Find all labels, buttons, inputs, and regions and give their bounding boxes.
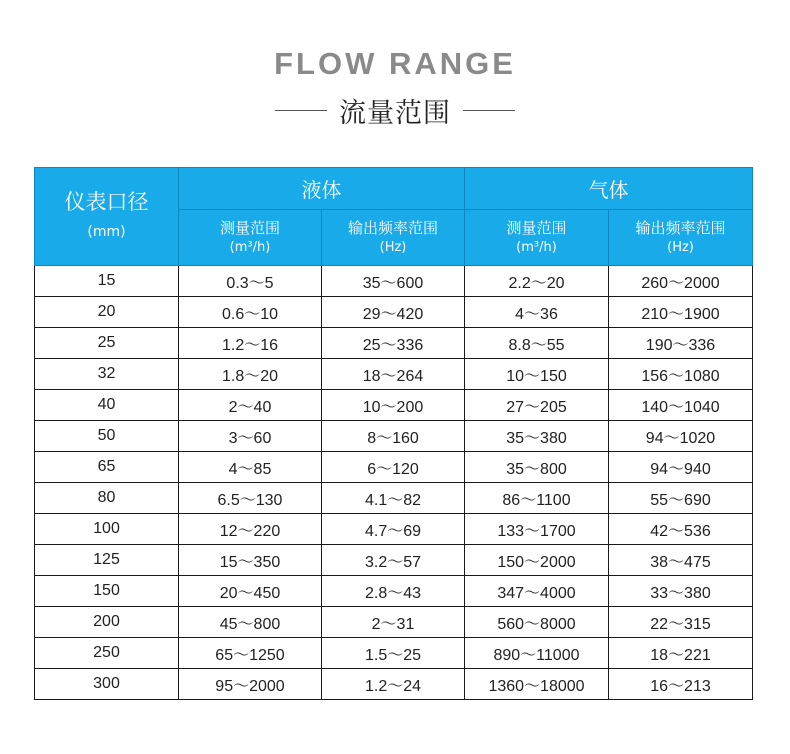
table-cell: 86～1100 [465, 483, 609, 514]
gas-range-unit: (m³/h) [516, 239, 557, 255]
table-cell: 0.3～5 [179, 266, 322, 297]
table-cell: 55～690 [609, 483, 753, 514]
table-cell: 2.8～43 [322, 576, 465, 607]
table-cell: 35～380 [465, 421, 609, 452]
page-title-cn: 流量范围 [339, 97, 451, 129]
table-row [35, 452, 753, 483]
table-cell: 156～1080 [609, 359, 753, 390]
table-cell: 190～336 [609, 328, 753, 359]
table-cell: 100 [35, 514, 179, 545]
table-row [35, 514, 753, 545]
table-row [35, 359, 753, 390]
table-cell: 1.5～25 [322, 638, 465, 669]
table-cell: 140～1040 [609, 390, 753, 421]
table-row [35, 607, 753, 638]
table-cell: 2.2～20 [465, 266, 609, 297]
gas-range-label: 测量范围 [506, 218, 567, 237]
table-cell: 125 [35, 545, 179, 576]
table-cell: 33～380 [609, 576, 753, 607]
caliber-header-unit: (mm) [87, 223, 126, 240]
liquid-range-unit: (m³/h) [229, 239, 271, 255]
table-cell: 32 [35, 359, 179, 390]
table-cell: 250 [35, 638, 179, 669]
table-cell: 890～11000 [465, 638, 609, 669]
table-cell: 1.2～16 [179, 328, 322, 359]
title-left-divider [275, 110, 327, 111]
table-row [35, 266, 753, 297]
table-cell: 560～8000 [465, 607, 609, 638]
table-cell: 3.2～57 [322, 545, 465, 576]
table-cell: 4.1～82 [322, 483, 465, 514]
page-title-en: FLOW RANGE [274, 46, 516, 81]
table-row [35, 421, 753, 452]
table-cell: 25～336 [322, 328, 465, 359]
table-cell: 65～1250 [179, 638, 322, 669]
table-cell: 15 [35, 266, 179, 297]
table-cell: 42～536 [609, 514, 753, 545]
table-cell: 35～800 [465, 452, 609, 483]
table-cell: 40 [35, 390, 179, 421]
table-cell: 20 [35, 297, 179, 328]
table-cell: 0.6～10 [179, 297, 322, 328]
flow-range-table [34, 167, 753, 700]
table-cell: 2～40 [179, 390, 322, 421]
flow-range-table-body [35, 266, 753, 700]
table-cell: 4.7～69 [322, 514, 465, 545]
table-cell: 4～85 [179, 452, 322, 483]
table-cell: 29～420 [322, 297, 465, 328]
table-row [35, 669, 753, 700]
gas-freq-header [609, 210, 753, 266]
table-cell: 22～315 [609, 607, 753, 638]
table-cell: 4～36 [465, 297, 609, 328]
table-cell: 94～940 [609, 452, 753, 483]
liquid-range-header [179, 210, 322, 266]
table-cell: 2～31 [322, 607, 465, 638]
table-cell: 20～450 [179, 576, 322, 607]
table-cell: 80 [35, 483, 179, 514]
table-cell: 200 [35, 607, 179, 638]
table-cell: 133～1700 [465, 514, 609, 545]
table-cell: 1360～18000 [465, 669, 609, 700]
liquid-range-label: 测量范围 [219, 218, 280, 237]
table-cell: 210～1900 [609, 297, 753, 328]
table-cell: 150～2000 [465, 545, 609, 576]
table-cell: 18～221 [609, 638, 753, 669]
table-cell: 94～1020 [609, 421, 753, 452]
table-row [35, 545, 753, 576]
page-subtitle-row [0, 88, 790, 132]
table-cell: 8.8～55 [465, 328, 609, 359]
table-cell: 16～213 [609, 669, 753, 700]
table-cell: 15～350 [179, 545, 322, 576]
liquid-freq-header [322, 210, 465, 266]
gas-freq-unit: (Hz) [667, 239, 694, 255]
caliber-header-label: 仪表口径 [64, 189, 149, 214]
gas-range-header [465, 210, 609, 266]
table-cell: 300 [35, 669, 179, 700]
liquid-freq-unit: (Hz) [379, 239, 407, 255]
table-cell: 25 [35, 328, 179, 359]
table-cell: 10～150 [465, 359, 609, 390]
table-cell: 6～120 [322, 452, 465, 483]
table-cell: 6.5～130 [179, 483, 322, 514]
table-row [35, 297, 753, 328]
table-cell: 38～475 [609, 545, 753, 576]
gas-freq-label: 输出频率范围 [635, 218, 726, 237]
table-cell: 8～160 [322, 421, 465, 452]
table-cell: 65 [35, 452, 179, 483]
table-row [35, 328, 753, 359]
table-cell: 150 [35, 576, 179, 607]
table-cell: 27～205 [465, 390, 609, 421]
table-row [35, 576, 753, 607]
table-cell: 45～800 [179, 607, 322, 638]
table-cell: 260～2000 [609, 266, 753, 297]
table-cell: 95～2000 [179, 669, 322, 700]
liquid-group-header: 液体 [179, 168, 465, 210]
gas-group-header: 气体 [465, 168, 753, 210]
caliber-header [35, 168, 179, 266]
table-cell: 347～4000 [465, 576, 609, 607]
table-row [35, 638, 753, 669]
table-cell: 10～200 [322, 390, 465, 421]
table-cell: 12～220 [179, 514, 322, 545]
title-right-divider [463, 110, 515, 111]
table-cell: 18～264 [322, 359, 465, 390]
table-cell: 3～60 [179, 421, 322, 452]
table-row [35, 483, 753, 514]
table-cell: 1.8～20 [179, 359, 322, 390]
liquid-freq-label: 输出频率范围 [347, 218, 438, 237]
table-row [35, 390, 753, 421]
table-cell: 35～600 [322, 266, 465, 297]
table-cell: 1.2～24 [322, 669, 465, 700]
table-cell: 50 [35, 421, 179, 452]
